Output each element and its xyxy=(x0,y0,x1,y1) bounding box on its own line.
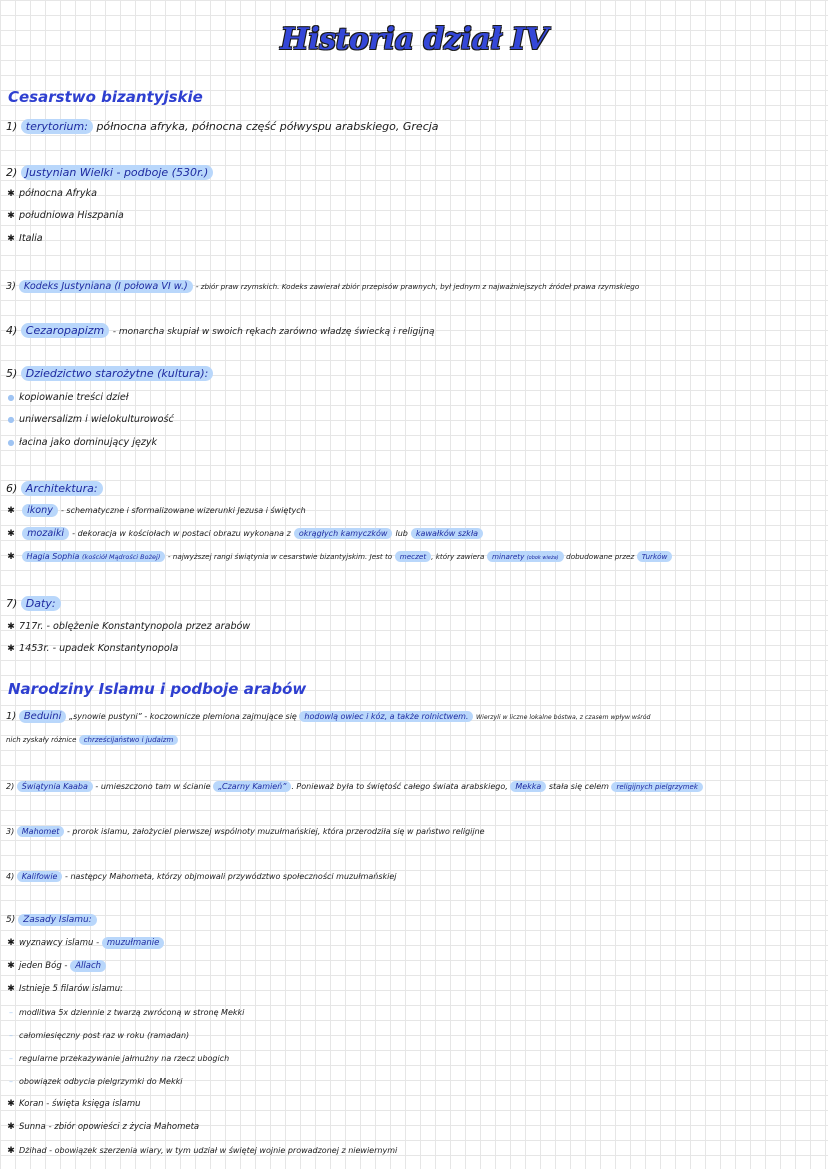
highlight-codex: Kodeks Justyniana (I połowa VI w.) xyxy=(19,280,193,293)
highlight-heritage: Dziedzictwo starożytne (kultura): xyxy=(21,366,214,381)
item-number: 5) xyxy=(6,367,18,380)
item-number: 2) xyxy=(6,782,15,791)
list-item: ✱ Italia xyxy=(7,233,43,244)
highlight-kaaba: Świątynia Kaaba xyxy=(17,781,93,792)
note-line-justinian xyxy=(6,166,213,179)
highlight-muslims: muzułmanie xyxy=(102,937,164,949)
dot-bullet-icon: ● xyxy=(7,415,15,424)
dash-bullet-icon: – xyxy=(9,1008,13,1017)
note-line-bedouins: 1) Beduini „synowie pustyni” - koczownicze plemiona zajmujące się hodowlą owiec i kóz, a także rolnictwem. Wierzyli w liczne lokalne bóstwa, z czasem wpływ wśród xyxy=(6,711,651,722)
highlight-principles: Zasady Islamu: xyxy=(18,914,97,926)
highlight-mosaics: mozaiki xyxy=(22,527,69,540)
list-item: ✱ mozaiki - dekoracja w kościołach w postaci obrazu wykonana z okrągłych kamyczków lub kawałków szkła xyxy=(6,527,483,541)
note-line-principles xyxy=(6,914,97,927)
highlight-pilgrimages: religijnych pielgrzymek xyxy=(611,782,702,792)
star-bullet-icon: ✱ xyxy=(7,211,15,221)
list-item: – całomiesięczny post raz w roku (ramadan) xyxy=(6,1029,189,1042)
dash-bullet-icon: – xyxy=(9,1031,13,1040)
highlight-mahomet: Mahomet xyxy=(17,826,65,837)
dash-bullet-icon: – xyxy=(9,1077,13,1086)
item-number: 3) xyxy=(6,827,15,836)
list-item: ✱ Sunna - zbiór opowieści z życia Mahometa xyxy=(7,1122,200,1132)
item-number: 4) xyxy=(6,872,15,881)
star-bullet-icon: ✱ xyxy=(7,984,15,994)
page-title: Historia dział IV xyxy=(280,22,548,57)
star-bullet-icon: ✱ xyxy=(7,1099,15,1109)
item-number: 2) xyxy=(6,166,18,179)
item-number: 3) xyxy=(6,281,16,292)
item-number: 1) xyxy=(6,120,18,133)
note-line-bedouins-cont: nich zyskały różnice chrześcijaństwo i judaizm xyxy=(6,734,178,747)
note-line-architecture xyxy=(6,482,103,495)
highlight-mecca: Mekka xyxy=(510,781,546,792)
note-line-dates xyxy=(6,597,61,610)
star-bullet-icon: ✱ xyxy=(7,961,15,971)
list-item: ✱ południowa Hiszpania xyxy=(7,210,124,221)
highlight-caliphs: Kalifowie xyxy=(17,871,63,882)
highlight-allah: Allach xyxy=(70,960,106,972)
star-bullet-icon: ✱ xyxy=(7,529,15,539)
highlight-hagia-sophia: Hagia Sophia (kościół Mądrości Bożej) xyxy=(22,551,166,562)
codex-text: - zbiór praw rzymskich. Kodeks zawierał zbiór przepisów prawnych, był jednym z najważniejszych źródeł prawa rzymskiego xyxy=(195,282,640,291)
list-item: ✱ Hagia Sophia (kościół Mądrości Bożej) - najwyższej rangi świątynia w cesarstwie bizantyjskim. Jest to meczet , który zawiera minarety (obok wieża) dobudowane przez Turków xyxy=(6,550,672,565)
dot-bullet-icon: ● xyxy=(7,438,15,447)
star-bullet-icon: ✱ xyxy=(7,1146,15,1156)
item-number: 1) xyxy=(6,711,17,722)
star-bullet-icon: ✱ xyxy=(7,234,15,244)
section-title-byzantine: Cesarstwo bizantyjskie xyxy=(8,88,203,106)
note-line-mahomet: 3) Mahomet - prorok islamu, założyciel pierwszej wspólnoty muzułmańskiej, która przerodziła się w państwo religijne xyxy=(6,827,485,836)
list-item: – regularne przekazywanie jałmużny na rzecz ubogich xyxy=(6,1052,229,1065)
item-number: 6) xyxy=(6,482,18,495)
list-item: ✱ Dżihad - obowiązek szerzenia wiary, w tym udział w świętej wojnie prowadzonej z niewiernymi xyxy=(7,1146,398,1156)
highlight-caesaropapism: Cezaropapizm xyxy=(21,323,109,338)
highlight-minarets: minarety (obok wieża) xyxy=(487,551,564,562)
highlight-glass: kawałków szkła xyxy=(411,528,483,539)
highlight-architecture: Architektura: xyxy=(21,481,103,496)
highlight-pebbles: okrągłych kamyczków xyxy=(294,528,393,539)
item-number: 5) xyxy=(6,915,16,925)
highlight-herding: hodowlą owiec i kóz, a także rolnictwem. xyxy=(299,711,473,722)
list-item: – obowiązek odbycia pielgrzymki do Mekki xyxy=(6,1075,182,1088)
list-item: – modlitwa 5x dziennie z twarzą zwróconą w stronę Mekki xyxy=(6,1006,244,1019)
note-line-kaaba: 2) Świątynia Kaaba - umieszczono tam w ścianie „Czarny Kamień” . Ponieważ była to świętość całego świata arabskiego, Mekka stała się celem religijnych pielgrzymek xyxy=(6,780,703,794)
list-item: ● łacina jako dominujący język xyxy=(7,437,158,448)
list-item: ✱ wyznawcy islamu - muzułmanie xyxy=(6,937,164,950)
highlight-territory: terytorium: xyxy=(21,119,93,134)
highlight-mosque: meczet xyxy=(395,551,431,562)
star-bullet-icon: ✱ xyxy=(7,938,15,948)
dash-bullet-icon: – xyxy=(9,1054,13,1063)
highlight-religions: chrześcijaństwo i judaizm xyxy=(79,735,179,745)
note-line-heritage xyxy=(6,367,213,380)
highlight-turks: Turków xyxy=(637,551,673,562)
section-title-islam: Narodziny Islamu i podboje arabów xyxy=(8,680,307,698)
item-number: 7) xyxy=(6,597,18,610)
note-line-codex xyxy=(6,280,639,293)
list-item: ✱ północna Afryka xyxy=(7,188,97,199)
territory-text: północna afryka, północna część półwyspu arabskiego, Grecja xyxy=(96,120,439,133)
star-bullet-icon: ✱ xyxy=(7,1122,15,1132)
highlight-bedouins: Beduini xyxy=(19,710,67,723)
list-item: ✱ jeden Bóg - Allach xyxy=(6,960,106,973)
list-item: ● kopiowanie treści dzieł xyxy=(7,392,129,403)
star-bullet-icon: ✱ xyxy=(7,644,15,654)
list-item: ✱ 1453r. - upadek Konstantynopola xyxy=(7,643,179,654)
note-line-territory xyxy=(6,120,439,133)
note-line-caesaropapism xyxy=(6,324,434,339)
list-item: ✱ Koran - święta księga islamu xyxy=(7,1099,141,1109)
star-bullet-icon: ✱ xyxy=(7,552,15,562)
highlight-black-stone: „Czarny Kamień” xyxy=(213,781,291,792)
highlight-dates: Daty: xyxy=(21,596,61,611)
list-item: ✱ 717r. - oblężenie Konstantynopola przez arabów xyxy=(7,621,251,632)
highlight-justinian: Justynian Wielki - podboje (530r.) xyxy=(21,165,213,180)
dot-bullet-icon: ● xyxy=(7,393,15,402)
item-number: 4) xyxy=(6,324,18,337)
highlight-icons: ikony xyxy=(22,504,58,517)
star-bullet-icon: ✱ xyxy=(7,189,15,199)
star-bullet-icon: ✱ xyxy=(7,506,15,516)
list-item: ✱ ikony - schematyczne i sformalizowane wizerunki Jezusa i świętych xyxy=(7,505,306,516)
star-bullet-icon: ✱ xyxy=(7,622,15,632)
list-item: ● uniwersalizm i wielokulturowość xyxy=(7,414,174,425)
note-line-caliphs: 4) Kalifowie - następcy Mahometa, którzy objmowali przywództwo społeczności muzułmańskiej xyxy=(6,872,397,881)
caesaropapism-text: - monarcha skupiał w swoich rękach zarówno władzę świecką i religijną xyxy=(112,327,435,337)
list-item: ✱ Istnieje 5 filarów islamu: xyxy=(7,984,123,994)
